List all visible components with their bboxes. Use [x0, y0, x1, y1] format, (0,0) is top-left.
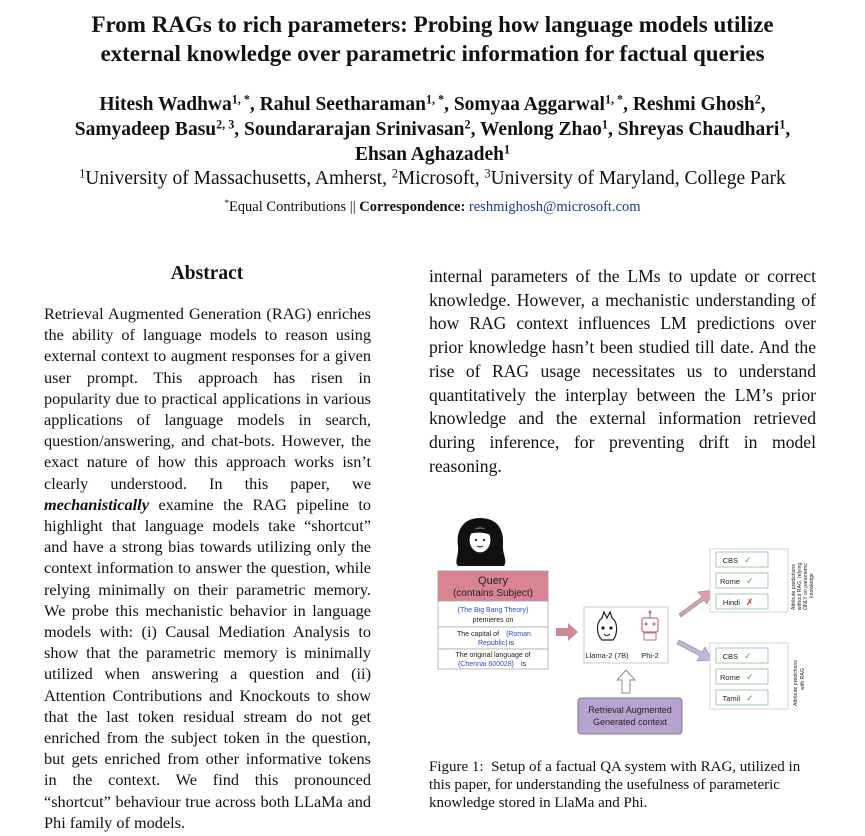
svg-text:CBS: CBS: [722, 652, 738, 661]
svg-text:Attribute predictions: Attribute predictions: [791, 564, 797, 610]
svg-text:knowledge: knowledge: [809, 573, 815, 598]
side-label-rag: [793, 660, 806, 706]
arrow-down-right-icon: [677, 640, 712, 661]
caption-text: Setup of a factual QA system with RAG, utilized in this paper, for understanding the usefulness of parameteric knowledge stored in LlaMa and Phi.: [429, 759, 801, 811]
svg-text:is: is: [521, 661, 527, 668]
side-label-no-rag: [791, 563, 815, 610]
arrow-up-right-icon: [679, 590, 713, 617]
arrow-right-icon: [556, 623, 578, 641]
svg-text:Attribute predictions: Attribute predictions: [793, 660, 799, 706]
svg-text:The capital of: The capital of: [457, 631, 500, 638]
check-icon: ✓: [744, 555, 752, 565]
correspondence-email[interactable]: reshmighosh@microsoft.com: [468, 199, 641, 215]
abstract-heading: Abstract: [170, 263, 244, 284]
arrow-up-icon: [617, 670, 635, 693]
output-item: [716, 594, 768, 609]
caption-label: Figure 1:: [429, 759, 484, 775]
intro-continuation: internal parameters of the LMs to update or correct knowledge. However, a mechanistic understanding of how RAG context influences LM predictions over prior knowledge hasn’t been studied till date. And the rise of RAG usage necessitates us to understand quantitatively the interplay between the LM’s prior knowledge and the external information retrieved during inference, for preventing drift in model reasoning.: [429, 266, 816, 476]
correspondence-label: Correspondence:: [359, 199, 466, 215]
check-icon: ✓: [746, 576, 754, 586]
author-list: Hitesh Wadhwa$^{1, *}$, Rahul Seetharaman$^{1, *}$, Somyaa Aggarwal$^{1, *}$, Reshmi Ghosh$^2$, Samyadeep Basu$^{2, 3}$, Soundararajan Srinivasan$^2$, Wenlong Zhao$^1$, Shreyas Chaudhari$^1$, Ehsan Aghazadeh$^1$: [74, 92, 791, 165]
model-label-llama: Llama-2 (7B): [585, 651, 629, 660]
svg-text:Republic}: Republic}: [478, 640, 508, 647]
svg-text:Rome: Rome: [719, 673, 740, 682]
figure-1: [434, 510, 820, 745]
output-item: [716, 648, 768, 663]
author-name: Somyaa Aggarwal: [453, 94, 605, 115]
emphasis-term: mechanistically: [44, 494, 149, 514]
svg-text:Generated context: Generated context: [592, 717, 668, 727]
paper-title: [0, 10, 865, 68]
title-line-1: From RAGs to rich parameters: Probing how language models utilize: [91, 12, 774, 37]
svg-text:The original language of: The original language of: [455, 652, 531, 659]
affiliations: $^1$University of Massachusetts, Amherst, $^2$Microsoft, $^3$University of Maryland, College Park: [79, 166, 786, 189]
author-name: Ehsan Aghazadeh: [354, 144, 504, 165]
svg-text:without RAG, relying: without RAG, relying: [797, 562, 803, 610]
svg-text:Retrieval Augmented: Retrieval Augmented: [588, 705, 672, 715]
svg-text:is: is: [509, 640, 515, 647]
output-item: [716, 690, 768, 705]
check-icon: ✓: [746, 693, 754, 703]
output-item: [716, 669, 768, 684]
author-name: Reshmi Ghosh: [632, 94, 755, 115]
svg-text:ONLY on parametric: ONLY on parametric: [803, 563, 809, 610]
contributions-note: *Equal Contributions || Correspondence: reshmighosh@microsoft.com: [224, 198, 641, 215]
svg-text:with RAG: with RAG: [800, 668, 806, 690]
cross-icon: ✗: [746, 597, 754, 607]
author-name: Wenlong Zhao: [479, 119, 602, 140]
svg-text:Hindi: Hindi: [722, 598, 740, 607]
model-label-phi: Phi-2: [641, 651, 659, 660]
abstract-body: Retrieval Augmented Generation (RAG) enriches the ability of language models to reason using external context to augment responses for a given user prompt. This approach has risen in popularity due to practical applications in various applications of language models in search, question/answering, and chat-bots. However, the exact nature of how this approach works isn’t clearly understood. In this paper, we mechanistically examine the RAG pipeline to highlight that language models take “shortcut” and have a strong bias towards utilizing only the context information to answer the question, while relying minimally on their parametric memory. We probe this mechanistic behavior in language models with: (i) Causal Mediation Analysis to show that the parametric memory is minimally utilized when answering a question and (ii) Attention Contributions and Knockouts to show that the last token residual stream do not get enriched from the subject token in the question, but gets enriched from other informative tokens in the context. We find this pronounced “shortcut” behaviour true across both LLaMa and Phi family of models.: [44, 304, 371, 832]
user-avatar-icon: [456, 518, 505, 566]
author-name: Soundararajan Srinivasan: [244, 119, 465, 140]
query-subtitle: (contains Subject): [452, 588, 534, 599]
output-item: [716, 573, 768, 588]
check-icon: ✓: [744, 651, 752, 661]
svg-text:Rome: Rome: [719, 577, 740, 586]
rag-context-box: [578, 698, 682, 734]
author-name: Shreyas Chaudhari: [617, 119, 780, 140]
author-name: Rahul Seetharaman: [259, 94, 426, 115]
check-icon: ✓: [746, 672, 754, 682]
svg-text:Tamil: Tamil: [722, 694, 740, 703]
svg-text:{The Big Bang Theory}: {The Big Bang Theory}: [457, 607, 529, 614]
author-name: Samyadeep Basu: [74, 119, 217, 140]
svg-text:{Chennai 600028}: {Chennai 600028}: [457, 661, 515, 668]
output-item: [716, 552, 768, 567]
author-name: Hitesh Wadhwa: [99, 94, 232, 115]
svg-text:premieres on: premieres on: [472, 617, 514, 624]
svg-text:CBS: CBS: [722, 556, 738, 565]
query-title: Query: [478, 575, 508, 587]
figure-caption: [429, 758, 819, 812]
title-line-2: external knowledge over parametric information for factual queries: [100, 41, 765, 66]
svg-text:{Roman: {Roman: [506, 631, 531, 638]
